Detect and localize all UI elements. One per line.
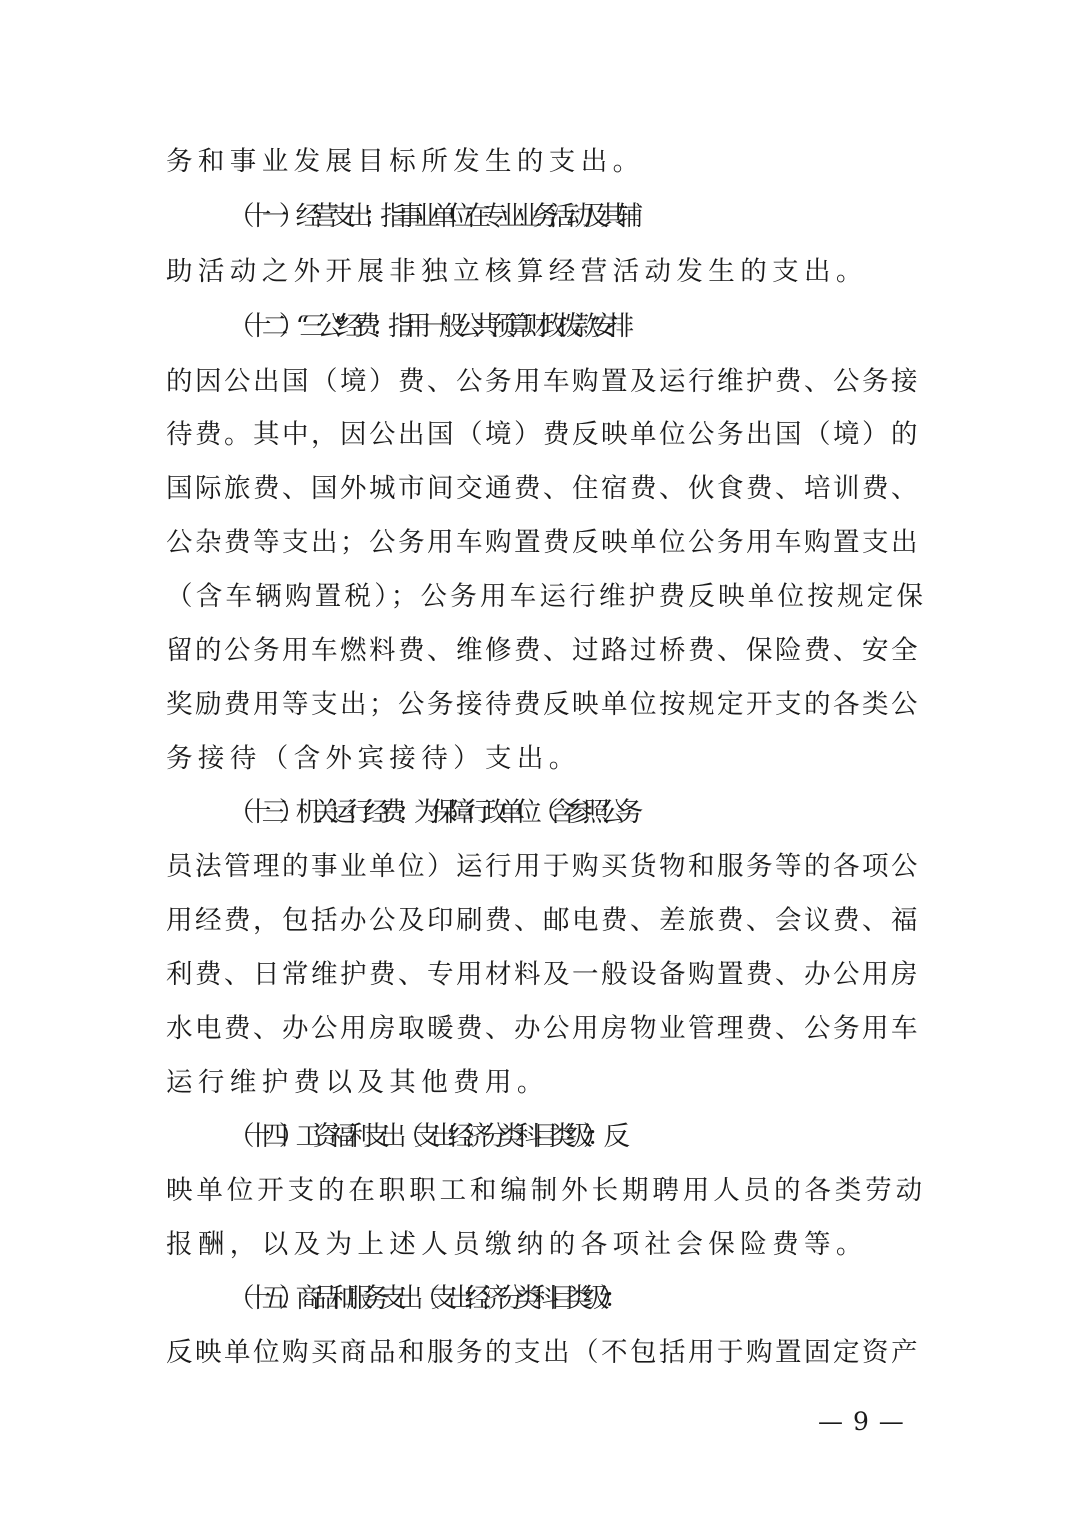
text-line: 反映单位购买商品和服务的支出（不包括用于购置固定资产 [166, 1337, 920, 1368]
text-line: （含车辆购置税）；公务用车运行维护费反映单位按规定保 [166, 581, 927, 612]
text-line: 留的公务用车燃料费、维修费、过路过桥费、保险费、安全 [166, 635, 920, 666]
text-line: 待费。其中，因公出国（境）费反映单位公务出国（境）的 [166, 419, 920, 450]
text-line: （十二）“三公”经费：指用一般公共预算财政拨款安排 [228, 311, 625, 342]
text-line: 利费、日常维护费、专用材料及一般设备购置费、办公用房 [166, 959, 920, 990]
text-line: 助活动之外开展非独立核算经营活动发生的支出。 [166, 256, 868, 287]
text-line: （十三）机关运行经费：为保障行政单位（含参照公务 [228, 797, 634, 828]
text-line: 映单位开支的在职职工和编制外长期聘用人员的各类劳动 [166, 1175, 926, 1206]
text-line: 务和事业发展目标所发生的支出。 [166, 146, 645, 177]
text-line: 国际旅费、国外城市间交通费、住宿费、伙食费、培训费、 [166, 473, 920, 504]
text-line: （十四）工资福利支出（支出经济分类科目类级）：反 [228, 1121, 621, 1152]
text-line: 奖励费用等支出；公务接待费反映单位按规定开支的各类公 [166, 689, 920, 720]
text-line: 水电费、办公用房取暖费、办公用房物业管理费、公务用车 [166, 1013, 920, 1044]
text-line: 报酬，以及为上述人员缴纳的各项社会保险费等。 [166, 1229, 868, 1260]
text-line: （十一）经营支出：指事业单位在专业业务活动及其辅 [228, 201, 634, 232]
text-line: （十五）商品和服务支出（支出经济分类科目类级）： [228, 1283, 621, 1314]
text-line: 公杂费等支出；公务用车购置费反映单位公务用车购置支出 [166, 527, 920, 558]
text-line: 运行维护费以及其他费用。 [166, 1067, 549, 1098]
text-line: 用经费，包括办公及印刷费、邮电费、差旅费、会议费、福 [166, 905, 920, 936]
page-number: — 9 — [818, 1407, 905, 1436]
text-line: 的因公出国（境）费、公务用车购置及运行维护费、公务接 [166, 366, 920, 397]
text-line: 务接待（含外宾接待）支出。 [166, 743, 581, 774]
text-line: 员法管理的事业单位）运行用于购买货物和服务等的各项公 [166, 851, 920, 882]
